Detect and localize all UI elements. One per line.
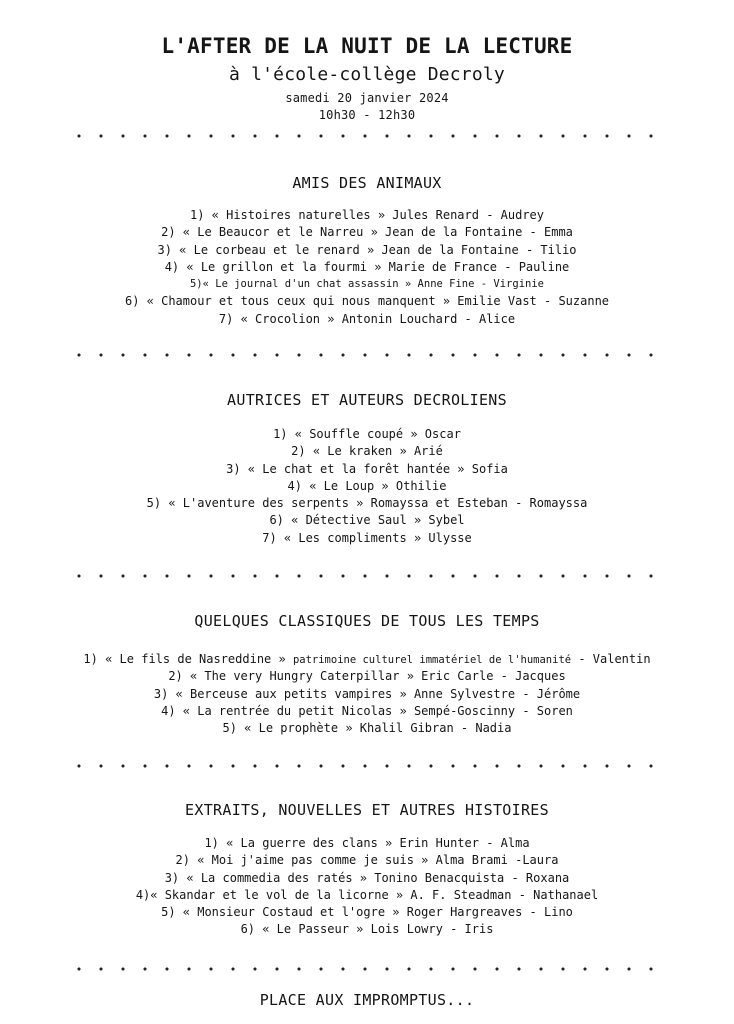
list-item-reader: - Valentin	[571, 652, 651, 666]
closing-title: PLACE AUX IMPROMPTUS...	[259, 991, 475, 1009]
section-list-auteurs	[0, 426, 734, 547]
event-date: samedi 20 janvier 2024	[285, 91, 449, 105]
list-item: 4) « La rentrée du petit Nicolas » Sempé-Goscinny - Soren	[161, 703, 573, 718]
dotted-divider	[68, 353, 668, 357]
section-list-classiques	[0, 651, 734, 737]
list-item: 1) « Souffle coupé » Oscar	[273, 427, 461, 441]
section-title-classiques: QUELQUES CLASSIQUES DE TOUS LES TEMPS	[194, 612, 540, 630]
dotted-divider	[68, 764, 668, 768]
list-item: 3) « Le chat et la forêt hantée » Sofia	[226, 461, 508, 476]
list-item: 5)« Le journal d'un chat assassin » Anne Fine - Virginie	[189, 278, 544, 291]
dotted-divider	[68, 134, 668, 138]
event-venue: à l'école-collège Decroly	[229, 64, 505, 85]
list-item: 2) « Le Beaucor et le Narreu » Jean de la Fontaine - Emma	[161, 225, 573, 240]
list-item: 1) « Histoires naturelles » Jules Renard - Audrey	[189, 208, 544, 222]
list-item: 4) « Le Loup » Othilie	[287, 478, 447, 493]
list-item: 4)« Skandar et le vol de la licorne » A. F. Steadman - Nathanael	[135, 887, 599, 902]
list-item-note: patrimoine culturel immatériel de l'humanité	[292, 654, 572, 666]
list-item: 6) « Chamour et tous ceux qui nous manquent » Emilie Vast - Suzanne	[124, 294, 610, 309]
list-item: 7) « Crocolion » Antonin Louchard - Alice	[218, 311, 516, 326]
list-item: 2) « Le kraken » Arié	[291, 444, 443, 459]
dotted-divider	[68, 967, 668, 971]
list-item: 5) « Le prophète » Khalil Gibran - Nadia	[222, 721, 512, 736]
section-title-animaux: AMIS DES ANIMAUX	[292, 174, 442, 192]
section-title-extraits: EXTRAITS, NOUVELLES ET AUTRES HISTOIRES	[185, 801, 549, 819]
list-item: 3) « Berceuse aux petits vampires » Anne Sylvestre - Jérôme	[153, 686, 581, 701]
list-item: 2) « The very Hungry Caterpillar » Eric Carle - Jacques	[168, 669, 566, 684]
section-list-animaux	[0, 207, 734, 328]
list-item: 5) « Monsieur Costaud et l'ogre » Roger Hargreaves - Lino	[161, 905, 573, 920]
event-time: 10h30 - 12h30	[318, 108, 416, 122]
section-list-extraits	[0, 835, 734, 939]
dotted-divider	[68, 574, 668, 578]
list-item: 6) « Détective Saul » Sybel	[269, 513, 465, 528]
list-item: 6) « Le Passeur » Lois Lowry - Iris	[240, 922, 494, 937]
list-item: 3) « La commedia des ratés » Tonino Benacquista - Roxana	[164, 870, 570, 885]
list-item: 4) « Le grillon et la fourmi » Marie de France - Pauline	[164, 259, 570, 274]
list-item: 7) « Les compliments » Ulysse	[262, 530, 472, 545]
list-item: 5) « L'aventure des serpents » Romayssa et Esteban - Romayssa	[146, 496, 588, 511]
section-title-auteurs: AUTRICES ET AUTEURS DECROLIENS	[227, 391, 507, 409]
list-item: 1) « La guerre des clans » Erin Hunter - Alma	[204, 836, 530, 850]
list-item	[0, 651, 734, 668]
event-title: L'AFTER DE LA NUIT DE LA LECTURE	[161, 34, 573, 58]
list-item-title: 1) « Le fils de Nasreddine »	[83, 652, 293, 666]
list-item: 3) « Le corbeau et le renard » Jean de la Fontaine - Tilio	[157, 242, 577, 257]
list-item: 2) « Moi j'aime pas comme je suis » Alma Brami -Laura	[175, 853, 559, 868]
